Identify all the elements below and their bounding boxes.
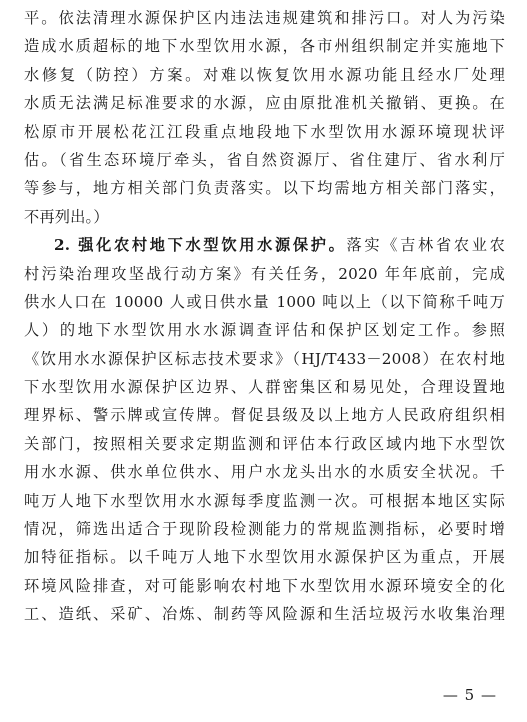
text-line: 松原市开展松花江江段重点地段地下水型饮用水源环境现状评 <box>24 122 505 141</box>
paragraph-2 <box>24 231 505 628</box>
page-number: — 5 — <box>442 686 497 704</box>
text-line: 环境风险排查，对可能影响农村地下水型饮用水源环境安全的化 <box>24 576 505 595</box>
text-line: 人）的地下水型饮用水水源调查评估和保护区划定工作。参照 <box>24 321 505 340</box>
text-line: 平。依法清理水源保护区内违法违规建筑和排污口。对人为污染 <box>24 9 505 27</box>
text-line: 水质无法满足标准要求的水源，应由原批准机关撤销、更换。在 <box>24 94 505 113</box>
text-line: 供水人口在 10000 人或日供水量 1000 吨以上（以下简称千吨万 <box>24 292 505 311</box>
text-line: 工、造纸、采矿、冶炼、制药等风险源和生活垃圾污水收集治理 <box>24 605 505 624</box>
text-line: 造成水质超标的地下水型饮用水源，各市州组织制定并实施地下 <box>24 37 505 56</box>
text-line: 下水型饮用水源保护区边界、人群密集区和易见处，合理设置地 <box>24 378 505 397</box>
text-line: 估。（省生态环境厅牵头，省自然资源厅、省住建厅、省水利厅 <box>24 150 505 169</box>
text-line-rest: 落实《吉林省农业农 <box>346 236 505 255</box>
text-line: 水修复（防控）方案。对难以恢复饮用水源功能且经水厂处理 <box>24 65 505 84</box>
text-line: 村污染治理攻坚战行动方案》有关任务，2020 年年底前，完成 <box>24 264 505 283</box>
text-line: 《饮用水水源保护区标志技术要求》（HJ/T433－2008）在农村地 <box>24 349 505 368</box>
paragraph-1 <box>24 4 505 231</box>
text-line: 理界标、警示牌或宣传牌。督促县级及以上地方人民政府组织相 <box>24 406 505 425</box>
text-line: 等参与，地方相关部门负责落实。以下均需地方相关部门落实， <box>24 179 505 198</box>
text-line: 不再列出。） <box>24 207 109 226</box>
text-line: 加特征指标。以千吨万人地下水型饮用水源保护区为重点，开展 <box>24 548 505 567</box>
text-line: 情况，筛选出适合于现阶段检测能力的常规监测指标，必要时增 <box>24 520 505 539</box>
text-line: 关部门，按照相关要求定期监测和评估本行政区域内地下水型饮 <box>24 434 505 453</box>
text-line: 用水水源、供水单位供水、用户水龙头出水的水质安全状况。千 <box>24 463 505 482</box>
section-heading: 2. 强化农村地下水型饮用水源保护。 <box>54 236 347 255</box>
text-line: 吨万人地下水型饮用水水源每季度监测一次。可根据本地区实际 <box>24 491 505 510</box>
paragraph-heading-line <box>24 231 505 259</box>
